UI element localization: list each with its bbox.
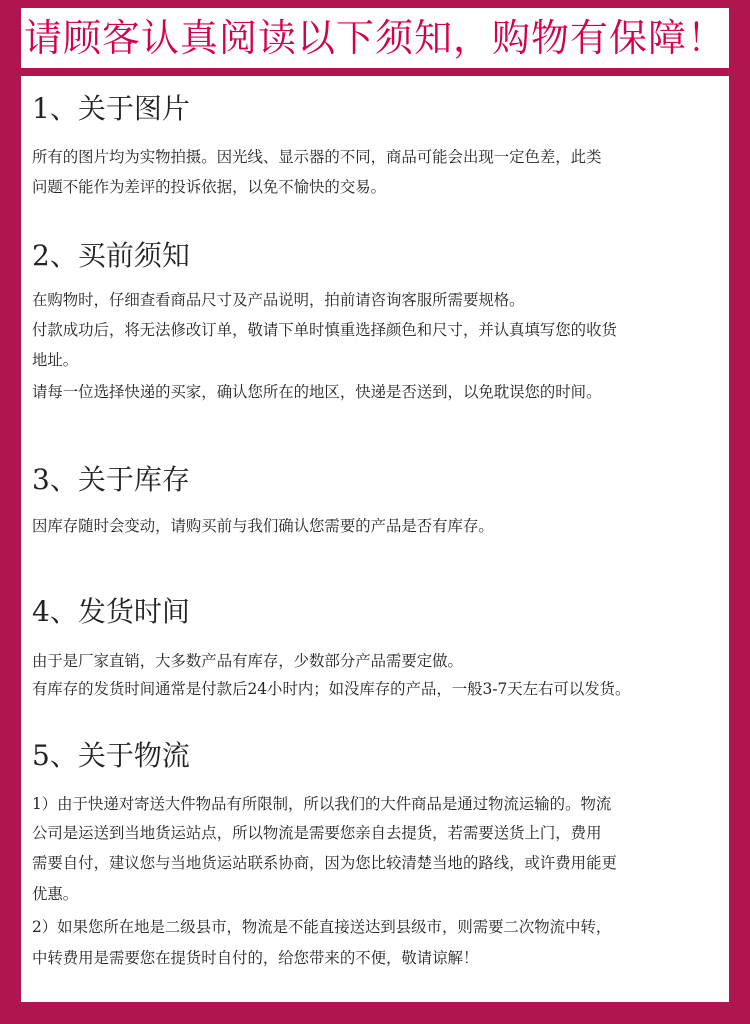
notice-title: 请顾客认真阅读以下须知，购物有保障！	[23, 16, 726, 60]
section-title-before-purchase: 2、买前须知	[32, 239, 190, 272]
section-before-purchase-line: 地址。	[32, 351, 79, 369]
section-pictures-line: 问题不能作为差评的投诉依据，以免不愉快的交易。	[32, 178, 386, 196]
section-shipping-time-line: 由于是厂家直销，大多数产品有库存，少数部分产品需要定做。	[32, 652, 463, 670]
section-logistics-line: 优惠。	[32, 885, 79, 903]
section-title-pictures: 1、关于图片	[32, 92, 190, 125]
section-title-shipping-time: 4、发货时间	[32, 595, 190, 628]
section-before-purchase-line: 在购物时，仔细查看商品尺寸及产品说明，拍前请咨询客服所需要规格。	[32, 291, 525, 309]
section-logistics-line: 需要自付，建议您与当地货运站联系协商，因为您比较清楚当地的路线，或许费用能更	[32, 854, 617, 872]
notice-content	[21, 76, 729, 1002]
notice-header	[21, 8, 729, 68]
section-title-logistics: 5、关于物流	[32, 739, 190, 772]
section-before-purchase-line: 付款成功后，将无法修改订单，敬请下单时慎重选择颜色和尺寸，并认真填写您的收货	[32, 321, 617, 339]
section-logistics-line: 中转费用是需要您在提货时自付的，给您带来的不便，敬请谅解！	[32, 949, 479, 967]
section-logistics-line: 1）由于快递对寄送大件物品有所限制，所以我们的大件商品是通过物流运输的。物流	[32, 795, 612, 813]
section-before-purchase-line: 请每一位选择快递的买家，确认您所在的地区，快递是否送到，以免耽误您的时间。	[32, 383, 602, 401]
section-logistics-line: 公司是运送到当地货运站点，所以物流是需要您亲自去提货，若需要送货上门，费用	[32, 824, 602, 842]
section-pictures-line: 所有的图片均为实物拍摄。因光线、显示器的不同，商品可能会出现一定色差，此类	[32, 148, 602, 166]
section-logistics-line: 2）如果您所在地是二级县市，物流是不能直接送达到县级市，则需要二次物流中转，	[32, 918, 612, 936]
section-shipping-time-line: 有库存的发货时间通常是付款后24小时内；如没库存的产品，一般3-7天左右可以发货。	[32, 680, 631, 698]
section-stock-line: 因库存随时会变动，请购买前与我们确认您需要的产品是否有库存。	[32, 517, 494, 535]
section-title-stock: 3、关于库存	[32, 463, 190, 496]
